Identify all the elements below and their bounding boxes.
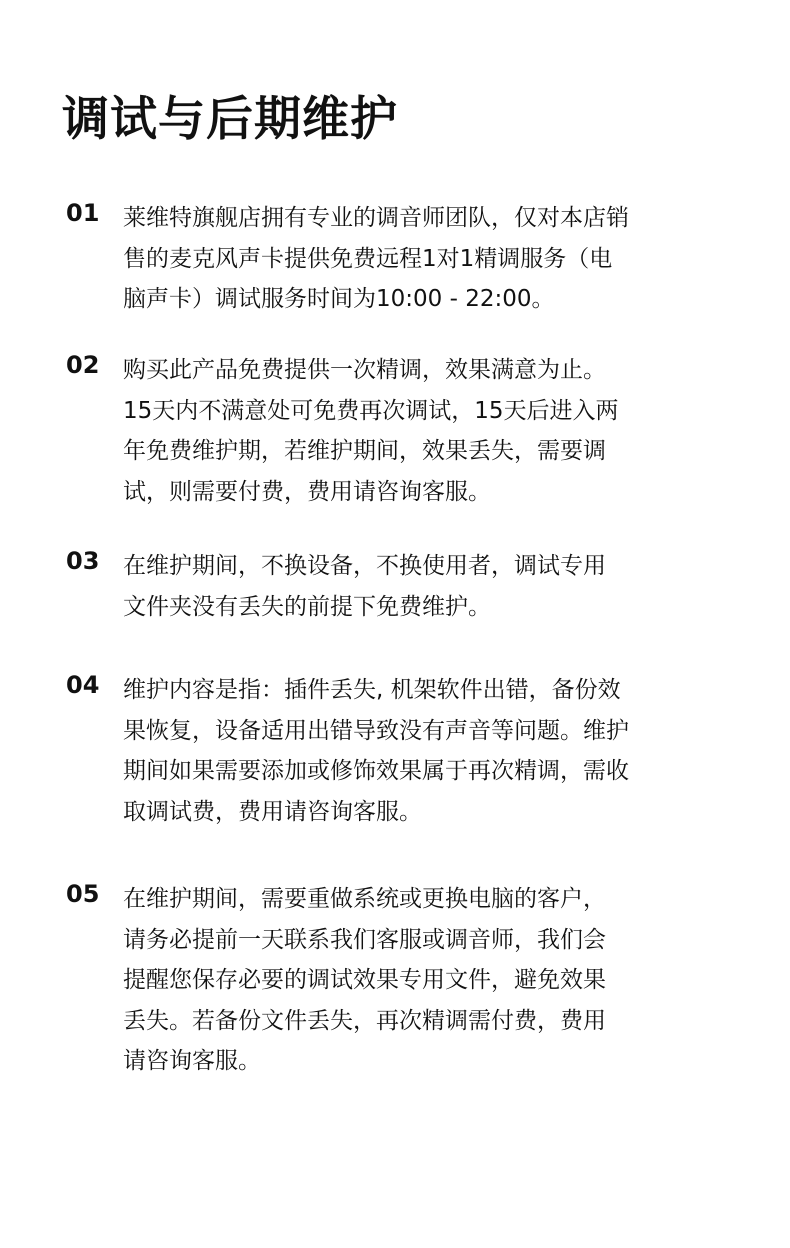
item-text (123, 350, 723, 512)
text-line: 请咨询客服。 (123, 1048, 261, 1074)
text-line: 年免费维护期，若维护期间，效果丢失，需要调 (123, 438, 606, 464)
text-line: 售的麦克风声卡提供免费远程1对1精调服务（电 (123, 245, 613, 272)
text-line: 在维护期间，不换设备，不换使用者，调试专用 (123, 553, 606, 579)
text-line: 请务必提前一天联系我们客服或调音师，我们会 (123, 926, 606, 953)
text-line: 维护内容是指：插件丢失, 机架软件出错，备份效 (123, 677, 621, 703)
item-text (123, 198, 723, 320)
text-line: 果恢复，设备适用出错导致没有声音等问题。维护 (123, 717, 629, 744)
item-number: 01 (66, 199, 100, 227)
text-line: 文件夹没有丢失的前提下免费维护。 (123, 593, 491, 620)
item-number: 05 (66, 880, 100, 908)
item-text (123, 670, 723, 832)
text-line: 取调试费，费用请咨询客服。 (123, 798, 422, 825)
page-title: 调试与后期维护 (62, 92, 398, 147)
text-line: 试，则需要付费，费用请咨询客服。 (123, 478, 491, 505)
text-line: 在维护期间，需要重做系统或更换电脑的客户， (123, 886, 606, 912)
text-line: 丢失。若备份文件丢失，再次精调需付费，费用 (123, 1007, 606, 1034)
item-text (123, 546, 723, 627)
text-line: 期间如果需要添加或修饰效果属于再次精调，需收 (123, 758, 629, 784)
item-number: 04 (66, 671, 100, 699)
item-number: 03 (66, 547, 100, 575)
text-line: 莱维特旗舰店拥有专业的调音师团队，仅对本店销 (123, 205, 629, 231)
text-line: 提醒您保存必要的调试效果专用文件，避免效果 (123, 967, 606, 993)
text-line: 15天内不满意处可免费再次调试，15天后进入两 (123, 397, 619, 424)
text-line: 脑声卡）调试服务时间为10:00 - 22:00。 (123, 286, 555, 312)
text-line: 购买此产品免费提供一次精调，效果满意为止。 (123, 357, 606, 383)
item-number: 02 (66, 351, 100, 379)
item-text (123, 879, 723, 1082)
